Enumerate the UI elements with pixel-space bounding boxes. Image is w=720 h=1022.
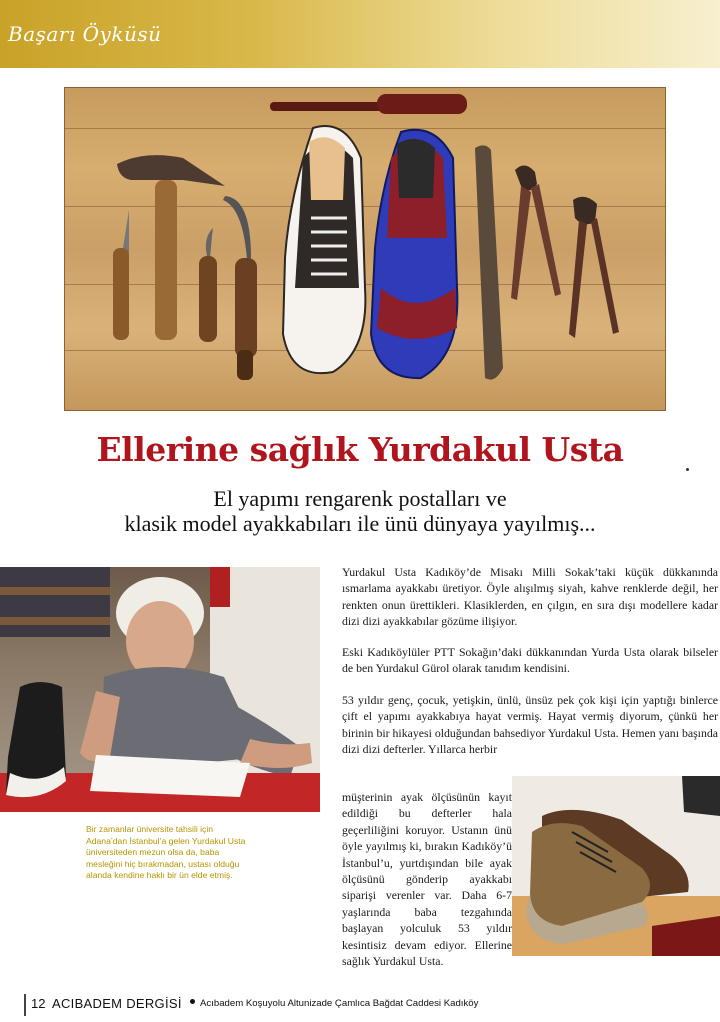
shoe-icon xyxy=(283,126,365,373)
shoe-icon xyxy=(371,130,457,378)
footer xyxy=(0,990,720,1022)
paragraph-3: 53 yıldır genç, çocuk, yetişkin, ünlü, ünsüz pek çok kişi için yaptığı binlerce çift el yapımı ayakkabıya hayat vermiş. Hayat vermiş diyorum, çünkü her birinin bir hikayesi olduğundan bahsediyor Yurdakul Usta. Hemen yanı başında dizi dizi defterler. Yıllarca herbir xyxy=(342,693,718,757)
paragraph-3-continued: müşterinin ayak ölçüsünün kayıt edildiği bu defterler hala geçerliliğini koruyor. Ustanın ünü öyle yayılmış ki, bırakın Kadıköy’ü İstanbul’u, yurtdışından bile ayak ölçüsünü gönderip ayakkabı siparişi verenler var. Daha 6-7 yaşlarında baba tezgahında başlayan yolculuk 53 yıldır kesintisiz devam ediyor. Ellerine sağlık Yurdakul Usta. xyxy=(342,790,512,969)
paragraph-2: Eski Kadıköylüler PTT Sokağın’daki dükkanından Yurda Usta olarak bilseler de ben Yurdakul Gürol olarak tanıdım kendisini. xyxy=(342,645,718,676)
magazine-name: ACIBADEM DERGİSİ xyxy=(52,996,182,1011)
footer-divider xyxy=(24,994,26,1016)
subtitle-line-2: klasik model ayakkabıları ile ünü dünyaya yayılmış... xyxy=(124,511,596,536)
rasp-icon xyxy=(270,94,467,114)
header-band xyxy=(0,0,720,68)
shoemaker-photo xyxy=(0,567,320,812)
shoes-photo xyxy=(512,776,720,956)
file-icon xyxy=(475,145,503,379)
awl-icon xyxy=(113,196,257,380)
page-number: 12 xyxy=(31,996,46,1011)
photo-caption: Bir zamanlar üniversite tahsili için Adana’dan İstanbul’a gelen Yurdakul Usta üniversiteden mezun olsa da, baba mesleğini hiç bırakmadan, ustası olduğu alanda kendine haklı bir ün elde etmiş. xyxy=(86,824,246,881)
decorative-dot xyxy=(686,468,689,471)
paragraph-1: Yurdakul Usta Kadıköy’de Misakı Milli Sokak’taki küçük dükkanında ısmarlama ayakkabı üretiyor. Öyle alışılmış siyah, kahve renklerde değil, her renkten onun ürettikleri. Klasiklerden, en çılgın, en sıra dışı modellere kadar dizi dizi ayakkabılar gözüme ilişiyor. xyxy=(342,565,718,629)
pincers-icon xyxy=(511,165,619,338)
section-title: Başarı Öyküsü xyxy=(8,22,162,46)
subtitle-line-1: El yapımı rengarenk postalları ve xyxy=(213,486,507,511)
headline: Ellerine sağlık Yurdakul Usta xyxy=(96,430,624,469)
hero-photo xyxy=(64,87,666,411)
footer-address: Acıbadem Koşuyolu Altunizade Çamlıca Bağdat Caddesi Kadıköy xyxy=(200,998,479,1009)
bullet-icon xyxy=(190,999,195,1004)
